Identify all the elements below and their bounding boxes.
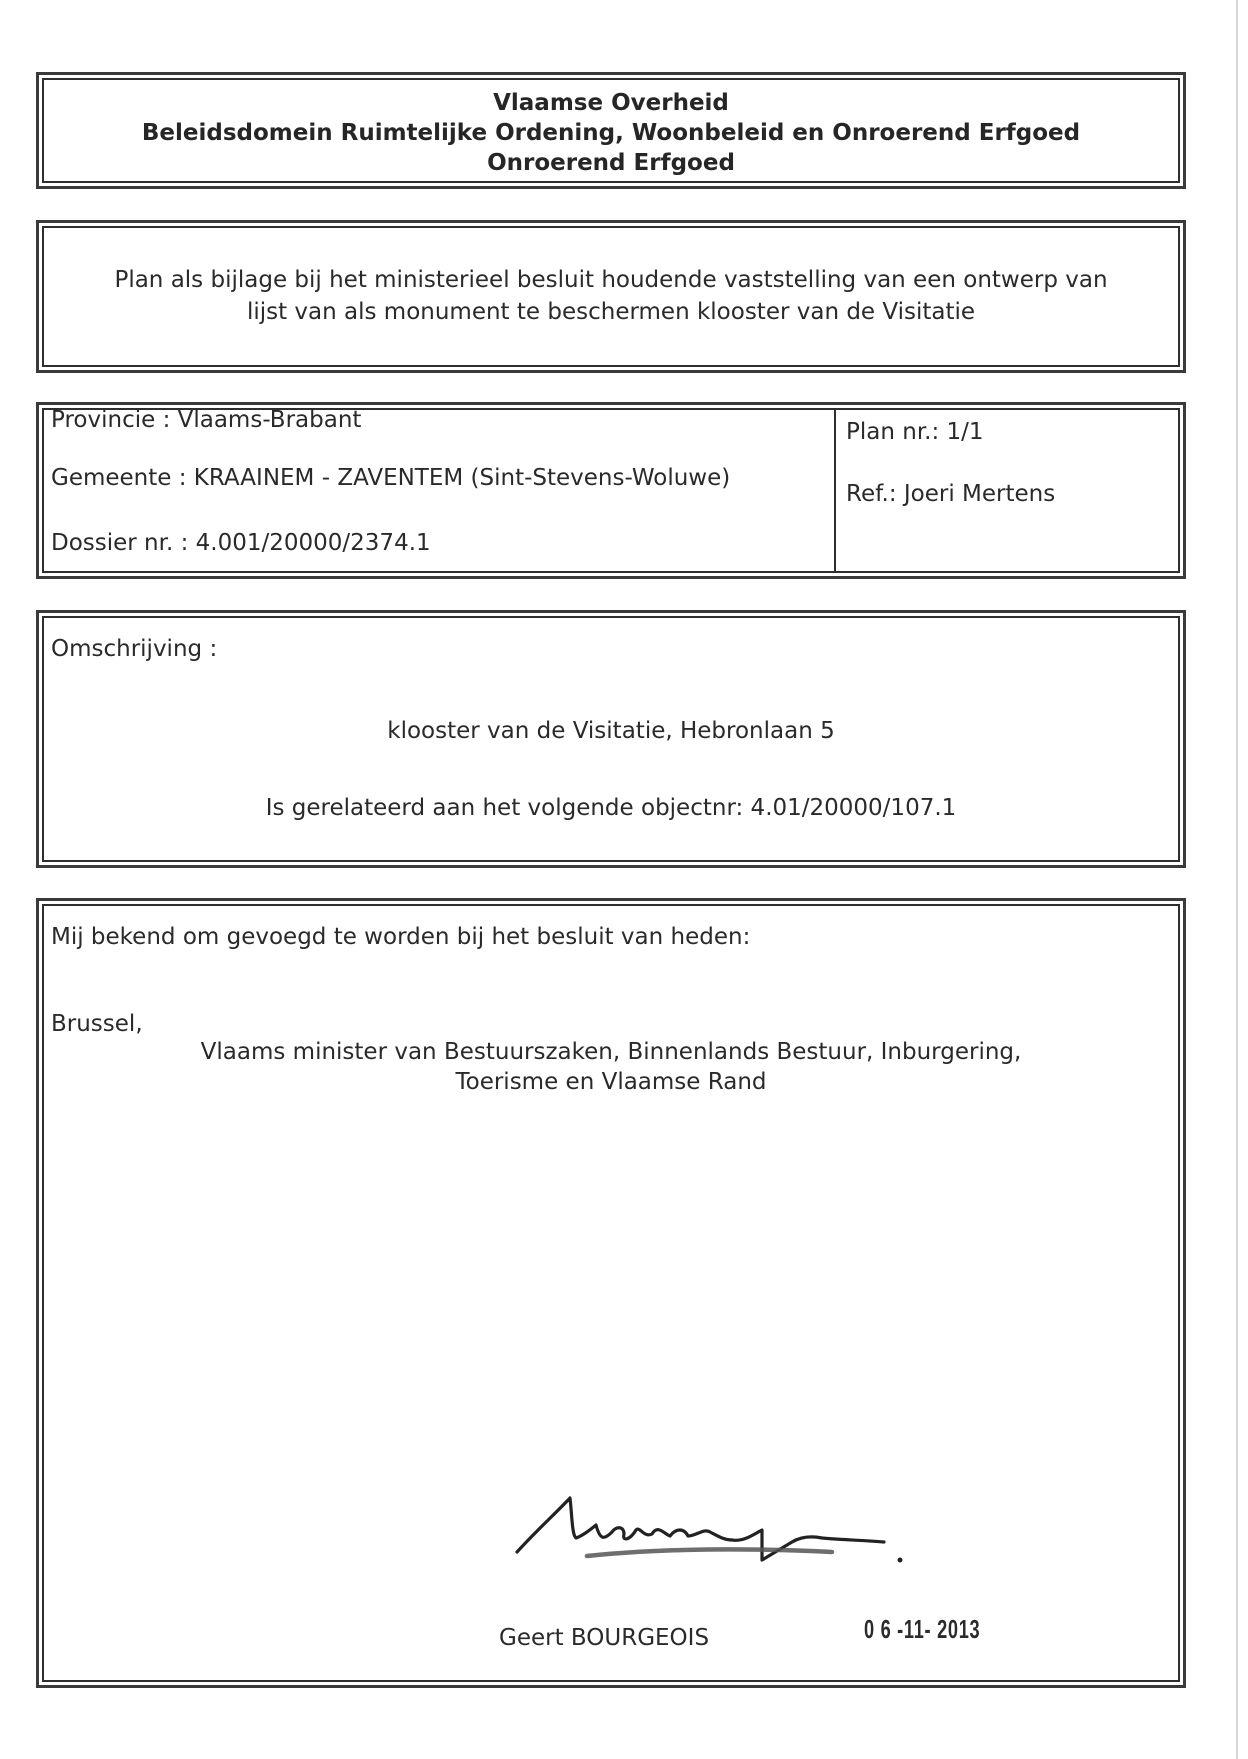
handwritten-signature-icon: [512, 1490, 912, 1580]
title-box: [36, 220, 1186, 373]
page-edge-line: [1236, 0, 1238, 1759]
date-stamp: 0 6 -11- 2013: [864, 1614, 981, 1644]
signature-box: [36, 898, 1186, 1688]
header-line-3: Onroerend Erfgoed: [487, 150, 735, 176]
header-box: [36, 72, 1186, 189]
info-left-cell: [44, 407, 836, 571]
header-line-1: Vlaamse Overheid: [493, 90, 729, 116]
gemeente-field: Gemeente : KRAAINEM - ZAVENTEM (Sint-Stevens-Woluwe): [51, 465, 731, 491]
signatory-name: Geert BOURGEOIS: [499, 1625, 710, 1651]
plan-nr-field: Plan nr.: 1/1: [846, 419, 984, 445]
ref-field: Ref.: Joeri Mertens: [846, 481, 1056, 507]
provincie-field: Provincie : Vlaams-Brabant: [51, 407, 362, 433]
info-box: [36, 402, 1186, 579]
signature-place: Brussel,: [51, 1011, 143, 1037]
dossier-field: Dossier nr. : 4.001/20000/2374.1: [51, 530, 431, 556]
description-label: Omschrijving :: [51, 636, 218, 662]
info-right-cell: [836, 410, 1178, 571]
header-line-2: Beleidsdomein Ruimtelijke Ordening, Woonbeleid en Onroerend Erfgoed: [141, 120, 1081, 146]
description-related: Is gerelateerd aan het volgende objectnr: 4.01/20000/107.1: [265, 795, 957, 821]
minister-title-line-2: Toerisme en Vlaamse Rand: [455, 1069, 767, 1095]
title-line-1: Plan als bijlage bij het ministerieel besluit houdende vaststelling van een ontwerp van: [114, 267, 1108, 293]
description-box: [36, 610, 1186, 868]
signature-intro: Mij bekend om gevoegd te worden bij het besluit van heden:: [51, 924, 751, 950]
minister-title-line-1: Vlaams minister van Bestuurszaken, Binnenlands Bestuur, Inburgering,: [200, 1039, 1022, 1065]
description-object: klooster van de Visitatie, Hebronlaan 5: [387, 718, 835, 744]
title-line-2: lijst van als monument te beschermen klooster van de Visitatie: [246, 299, 976, 325]
